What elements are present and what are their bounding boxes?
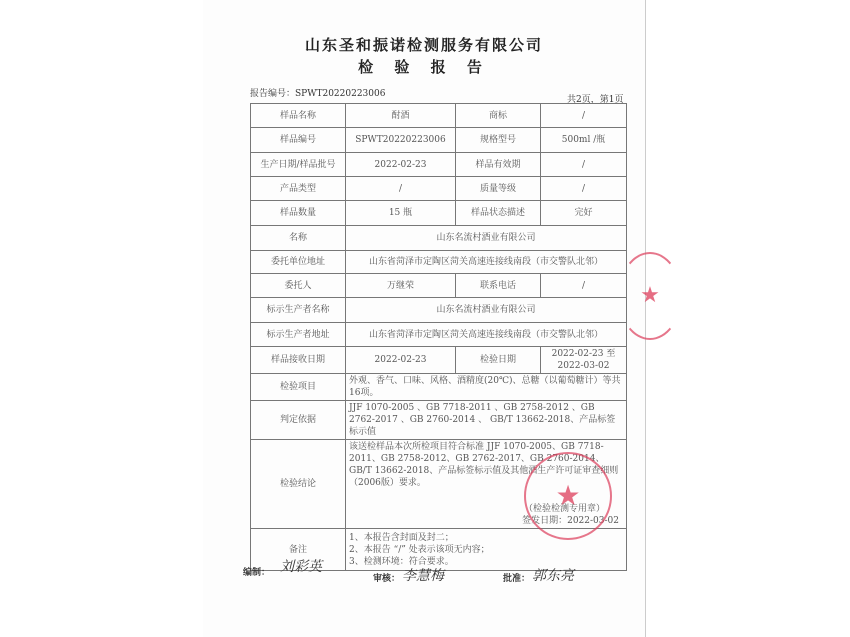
table-cell: 样品状态描述 [456, 201, 541, 226]
table-cell: / [541, 274, 627, 298]
table-row [251, 374, 627, 401]
compiler-signature: 刘彩英 [280, 559, 322, 575]
table-cell: 完好 [541, 201, 627, 226]
reviewer-signature: 李慧梅 [402, 568, 444, 584]
table-cell: 外观、香气、口味、风格、酒精度(20℃)、总糖（以葡萄糖计）等共16项。 [346, 374, 627, 401]
table-cell: 山东省菏泽市定陶区菏关高速连接线南段（市交警队北邻） [346, 323, 627, 347]
table-row [251, 153, 627, 177]
table-row [251, 251, 627, 274]
table-cell: 质量等级 [456, 177, 541, 201]
seal-caption: （检验检测专用章） [523, 504, 605, 514]
table-cell: / [346, 177, 456, 201]
table-cell: 联系电话 [456, 274, 541, 298]
table-cell: / [541, 104, 627, 128]
table-cell: 商标 [456, 104, 541, 128]
table-cell: 山东名流村酒业有限公司 [346, 226, 627, 251]
report-number: 报告编号：SPWT20220223006 [250, 89, 386, 99]
table-cell: 规格型号 [456, 128, 541, 153]
table-cell: 2022-02-23 [346, 153, 456, 177]
table-cell: 产品类型 [251, 177, 346, 201]
approver-signature: 郭东亮 [532, 568, 574, 584]
table-cell: 样品接收日期 [251, 347, 346, 374]
table-cell: 样品编号 [251, 128, 346, 153]
seam-seal: ★ [618, 252, 682, 340]
table-cell: 检验日期 [456, 347, 541, 374]
table-cell: 名称 [251, 226, 346, 251]
table-cell: 万继荣 [346, 274, 456, 298]
table-cell: 检验项目 [251, 374, 346, 401]
table-cell: 酎酒 [346, 104, 456, 128]
approved-label: 批准： [503, 574, 531, 584]
table-row [251, 226, 627, 251]
table-cell: 委托人 [251, 274, 346, 298]
table-cell: 15 瓶 [346, 201, 456, 226]
table-cell: 山东名流村酒业有限公司 [346, 298, 627, 323]
compiled-label: 编制： [243, 568, 271, 578]
issue-date: 签发日期：2022-03-02 [522, 516, 619, 526]
table-cell: / [541, 153, 627, 177]
table-row [251, 201, 627, 226]
table-row [251, 347, 627, 374]
table-cell: 2022-02-23 [346, 347, 456, 374]
table-cell: JJF 1070-2005 、GB 7718-2011 、GB 2758-2012 、GB 2762-2017 、GB 2760-2014 、 GB/T 13662-2018、产品标签标示值 [346, 401, 627, 440]
table-row [251, 104, 627, 128]
table-cell: 委托单位地址 [251, 251, 346, 274]
reviewed-label: 审核： [373, 574, 401, 584]
conclusion-text: 该送检样品本次所检项目符合标准 JJF 1070-2005、GB 7718-2011、GB 2758-2012、GB 2762-2017、GB 2760-2014、GB/T 13662-2018、产品标签标示值及其他酒生产许可证审查细则（2006版）要求。 [349, 442, 619, 488]
table-cell: 判定依据 [251, 401, 346, 440]
table-cell: 样品数量 [251, 201, 346, 226]
table-row [251, 401, 627, 440]
table-row [251, 274, 627, 298]
table-cell: SPWT20220223006 [346, 128, 456, 153]
table-row [251, 128, 627, 153]
table-cell: 样品有效期 [456, 153, 541, 177]
table-cell: 标示生产者地址 [251, 323, 346, 347]
table-cell: 1、本报告含封面及封二； 2、本报告 “/” 处表示该项无内容； 3、检测环境：符合要求。 [346, 529, 627, 571]
official-seal: ★ [524, 452, 612, 540]
table-cell: 检验结论 [251, 440, 346, 529]
table-row [251, 323, 627, 347]
table-row [251, 177, 627, 201]
table-cell: 备注 [251, 529, 346, 571]
table-cell: 2022-02-23 至 2022-03-02 [541, 347, 627, 374]
company-title: 山东圣和振诺检测服务有限公司 [304, 36, 543, 54]
page-count: 共2页，第1页 [567, 95, 624, 105]
table-cell: 生产日期/样品批号 [251, 153, 346, 177]
table-row [251, 298, 627, 323]
table-cell: 山东省菏泽市定陶区菏关高速连接线南段（市交警队北邻） [346, 251, 627, 274]
table-cell: 样品名称 [251, 104, 346, 128]
table-cell: 500ml /瓶 [541, 128, 627, 153]
document-title: 检 验 报 告 [358, 58, 490, 76]
table-cell: 标示生产者名称 [251, 298, 346, 323]
table-cell: / [541, 177, 627, 201]
